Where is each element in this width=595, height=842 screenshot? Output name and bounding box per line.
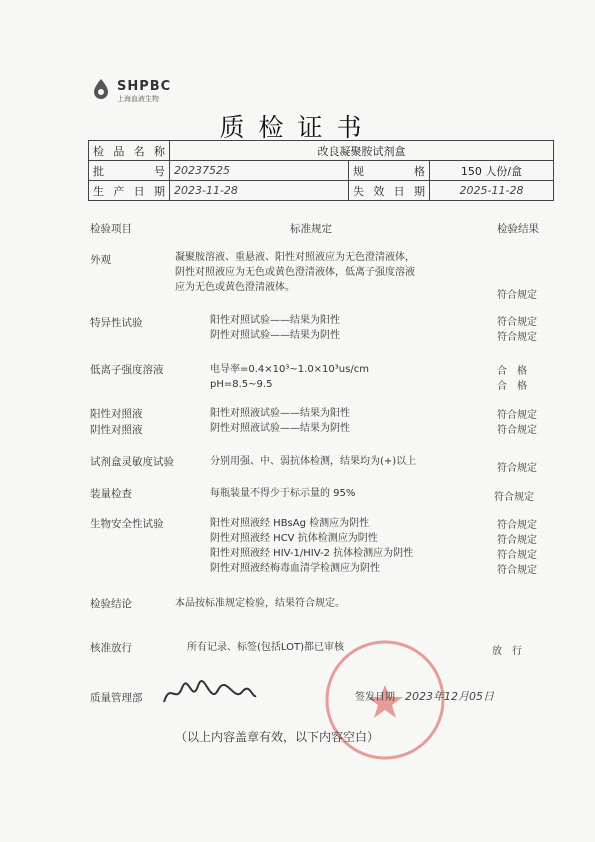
row-result: 符合规定 xyxy=(494,492,534,503)
col-standard-header: 标准规定 xyxy=(290,223,332,235)
row-result: 符合规定 符合规定 xyxy=(497,317,537,343)
row-item: 外观 xyxy=(90,254,111,266)
spec-value: 150 人份/盒 xyxy=(430,161,554,181)
logo-text-en: SHPBC xyxy=(117,79,172,94)
conclusion-text: 本品按标准规定检验，结果符合规定。 xyxy=(175,598,345,609)
exp-date-label: 失效日期 xyxy=(349,181,430,201)
mfg-date-value: 2023-11-28 xyxy=(170,181,349,201)
row-result: 符合规定 xyxy=(497,463,537,474)
product-label: 检品名称 xyxy=(89,141,170,161)
company-logo xyxy=(88,77,114,103)
header-table xyxy=(88,140,554,201)
batch-value: 20237525 xyxy=(170,161,349,181)
row-result: 符合规定 符合规定 xyxy=(497,410,537,436)
footer-note: （以上内容盖章有效，以下内容空白） xyxy=(175,730,380,744)
row-standard: 阳性对照试验——结果为阳性 阴性对照试验——结果为阴性 xyxy=(210,315,340,341)
row-result: 合 格 合 格 xyxy=(497,366,527,392)
row-item: 特异性试验 xyxy=(90,317,143,329)
row-item: 低离子强度溶液 xyxy=(90,364,164,376)
conclusion-label: 检验结论 xyxy=(90,598,132,610)
issue-date-value: 2023年12月05日 xyxy=(405,690,494,703)
col-result-header: 检验结果 xyxy=(497,223,539,235)
row-standard: 每瓶装量不得少于标示量的 95% xyxy=(210,488,356,499)
row-result: 符合规定 xyxy=(497,290,537,301)
spec-label: 规 格 xyxy=(349,161,430,181)
row-item: 阳性对照液 阴性对照液 xyxy=(90,408,143,436)
col-item-header: 检验项目 xyxy=(90,223,132,235)
row-item: 装量检查 xyxy=(90,488,132,500)
mfg-date-label: 生产日期 xyxy=(89,181,170,201)
row-item: 生物安全性试验 xyxy=(90,518,164,530)
signature-image xyxy=(160,676,260,710)
row-standard: 电导率=0.4×10³~1.0×10³us/cm pH=8.5~9.5 xyxy=(210,364,369,390)
release-label: 核准放行 xyxy=(90,642,132,654)
exp-date-value: 2025-11-28 xyxy=(430,181,554,201)
document-title: 质检证书 xyxy=(219,113,376,142)
batch-label: 批 号 xyxy=(89,161,170,181)
row-standard: 分别用强、中、弱抗体检测，结果均为(+)以上 xyxy=(210,456,417,467)
qa-label: 质量管理部 xyxy=(90,692,143,704)
logo-text-cn: 上海血液生物 xyxy=(117,95,159,103)
release-result: 放 行 xyxy=(492,646,522,657)
product-value: 改良凝聚胺试剂盒 xyxy=(170,141,554,161)
release-text: 所有记录、标签(包括LOT)都已审核 xyxy=(187,642,344,653)
issue-date-label: 签发日期 xyxy=(355,692,395,703)
row-result: 符合规定 符合规定 符合规定 符合规定 xyxy=(497,520,537,576)
row-item: 试剂盒灵敏度试验 xyxy=(90,456,174,468)
row-standard: 阳性对照液试验——结果为阳性 阴性对照液试验——结果为阴性 xyxy=(210,408,350,434)
row-standard: 阳性对照液经 HBsAg 检测应为阴性 阴性对照液经 HCV 抗体检测应为阴性 阳性对照液经 HIV-1/HIV-2 抗体检测应为阴性 阴性对照液经梅毒血清学检测应为阴性 xyxy=(210,518,414,574)
row-standard: 凝聚胺溶液、重悬液、阳性对照液应为无色澄清液体， 阴性对照液应为无色或黄色澄清液体，低离子强度溶液 应为无色或黄色澄清液体。 xyxy=(175,252,415,293)
